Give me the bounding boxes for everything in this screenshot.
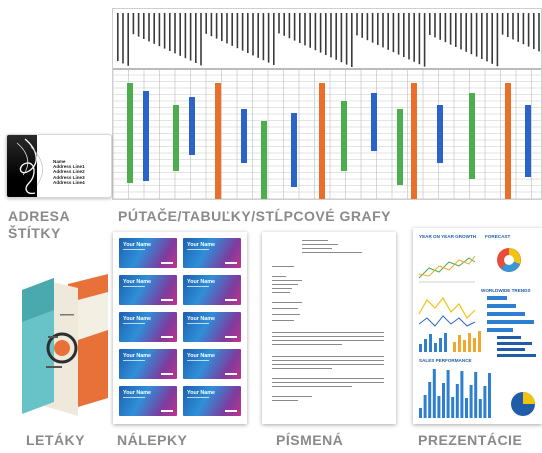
address-labels-caption[interactable] bbox=[8, 208, 70, 242]
gantt-header-text bbox=[424, 13, 426, 67]
gantt-header-text bbox=[335, 13, 337, 60]
gantt-header-text bbox=[148, 13, 150, 41]
gantt-header-text bbox=[190, 13, 192, 61]
letter-text-line bbox=[302, 240, 328, 241]
business-card-subline bbox=[187, 397, 209, 398]
business-card bbox=[183, 349, 241, 379]
gantt-bar bbox=[127, 83, 133, 183]
business-card-brand bbox=[161, 336, 173, 338]
gantt-header-text bbox=[398, 13, 400, 55]
gantt-header-text bbox=[361, 13, 363, 38]
pres-pie-hole bbox=[504, 255, 514, 265]
gantt-header-text bbox=[299, 13, 301, 43]
business-card-brand bbox=[225, 410, 237, 412]
pres-bar bbox=[429, 334, 432, 352]
address-line-2: Address Line2 bbox=[53, 169, 85, 175]
business-card-name: Your Name bbox=[187, 242, 216, 248]
pres-sales-bar bbox=[437, 396, 440, 418]
gantt-header-text bbox=[315, 13, 317, 50]
gantt-header-text bbox=[403, 13, 405, 57]
address-caption-line-1: ADRESA bbox=[8, 208, 71, 224]
business-card-name: Your Name bbox=[123, 316, 152, 322]
pres-hbar bbox=[487, 304, 516, 308]
pres-hbar bbox=[497, 342, 532, 345]
business-card-name: Your Name bbox=[123, 242, 152, 248]
business-card-subline bbox=[123, 360, 145, 361]
pres-sales-bar bbox=[428, 382, 431, 418]
gantt-bar bbox=[291, 113, 297, 187]
gantt-header-text bbox=[460, 13, 462, 49]
gantt-header-text bbox=[351, 13, 353, 67]
business-card-subline bbox=[123, 323, 145, 324]
gantt-header-text bbox=[419, 13, 421, 64]
business-card bbox=[119, 275, 177, 305]
pres-sales-bar bbox=[442, 383, 445, 418]
pres-hbar bbox=[487, 320, 534, 324]
pres-sales-bar bbox=[470, 385, 473, 418]
business-card-subline bbox=[187, 249, 209, 250]
charts-caption[interactable]: PÚTAČE/TABUĽKY/STĹPCOVÉ GRAFY bbox=[118, 208, 391, 224]
pres-bar bbox=[424, 339, 427, 352]
address-name: Name bbox=[53, 159, 66, 164]
gantt-header-text bbox=[346, 13, 348, 65]
letter-text-line bbox=[272, 276, 286, 277]
business-card-brand bbox=[161, 410, 173, 412]
letter-text-line bbox=[272, 364, 384, 365]
pres-heading-trends: WORLDWIDE TRENDS bbox=[481, 288, 531, 293]
gantt-header-text bbox=[122, 13, 124, 63]
gantt-header-text bbox=[393, 13, 395, 52]
pres-sales-bar bbox=[460, 371, 463, 418]
business-card-subline bbox=[123, 249, 145, 250]
gantt-header-text bbox=[169, 13, 171, 51]
gantt-header-text bbox=[159, 13, 161, 46]
gantt-header-text bbox=[528, 13, 530, 47]
letter-text-line bbox=[272, 302, 302, 303]
letter-text-line bbox=[272, 308, 298, 309]
gantt-bar bbox=[525, 105, 531, 177]
gantt-header-text bbox=[330, 13, 332, 57]
gantt-header-text bbox=[133, 13, 135, 34]
pres-line-orange bbox=[419, 256, 475, 276]
gantt-header-text bbox=[278, 13, 280, 33]
address-label-thumbnail[interactable] bbox=[6, 134, 112, 198]
gantt-header-text bbox=[413, 13, 415, 62]
gantt-header-text bbox=[491, 13, 493, 64]
gantt-bar bbox=[505, 83, 511, 200]
gantt-header-text bbox=[252, 13, 254, 55]
letter-text-line bbox=[272, 284, 298, 285]
gantt-header-text bbox=[117, 13, 119, 61]
brochure-graphic bbox=[18, 270, 110, 418]
business-card-brand bbox=[161, 373, 173, 375]
gantt-header-text bbox=[377, 13, 379, 45]
letter-text-line bbox=[272, 368, 332, 369]
address-line-3: Address Line3 bbox=[53, 174, 85, 180]
letter-text-line bbox=[272, 360, 384, 361]
gantt-header-text bbox=[283, 13, 285, 36]
business-card-subline bbox=[123, 286, 145, 287]
letter-text-line bbox=[272, 382, 384, 383]
gantt-header-text bbox=[205, 13, 207, 34]
letter-text-line bbox=[272, 344, 342, 345]
business-card-brand bbox=[225, 373, 237, 375]
gantt-header-text bbox=[257, 13, 259, 58]
letters-caption[interactable]: PÍSMENÁ bbox=[276, 432, 344, 448]
gantt-header-text bbox=[174, 13, 176, 53]
pres-hbar bbox=[497, 348, 525, 351]
business-card-name: Your Name bbox=[187, 390, 216, 396]
gantt-header-text bbox=[231, 13, 233, 46]
pres-sales-bar bbox=[483, 386, 486, 418]
gantt-header-text bbox=[471, 13, 473, 54]
gantt-header-text bbox=[341, 13, 343, 62]
business-card-name: Your Name bbox=[123, 279, 152, 285]
pres-bar bbox=[434, 343, 437, 352]
letter-text-line bbox=[272, 356, 384, 357]
letter-text-line bbox=[272, 386, 352, 387]
swirl-icon bbox=[7, 135, 57, 197]
gantt-header-text bbox=[242, 13, 244, 51]
stickers-thumbnail[interactable] bbox=[113, 232, 247, 424]
pres-bar bbox=[478, 331, 481, 352]
business-card bbox=[119, 349, 177, 379]
letter-text-line bbox=[272, 400, 298, 401]
gantt-header-text bbox=[164, 13, 166, 49]
business-card-name: Your Name bbox=[187, 353, 216, 359]
gantt-header-text bbox=[434, 13, 436, 37]
pres-sales-bar bbox=[447, 370, 450, 418]
presentation-thumbnail[interactable] bbox=[413, 228, 542, 424]
gantt-bar bbox=[261, 121, 267, 200]
pres-line-yellow bbox=[419, 298, 475, 318]
business-card-subline bbox=[187, 286, 209, 287]
pres-hbar bbox=[487, 296, 507, 300]
pres-bar bbox=[419, 344, 422, 352]
gantt-header-text bbox=[439, 13, 441, 40]
gantt-header-text bbox=[325, 13, 327, 55]
gantt-header-text bbox=[367, 13, 369, 40]
gantt-bar bbox=[411, 83, 417, 200]
gantt-header-text bbox=[497, 13, 499, 66]
gantt-header-text bbox=[221, 13, 223, 41]
pres-sales-bar bbox=[479, 399, 482, 418]
gantt-header-text bbox=[533, 13, 535, 49]
business-card-brand bbox=[161, 299, 173, 301]
gantt-header-text bbox=[304, 13, 306, 45]
gantt-header-text bbox=[372, 13, 374, 43]
pres-sales-bar bbox=[424, 395, 427, 418]
pres-bar bbox=[468, 333, 471, 352]
pres-hbar bbox=[497, 354, 536, 357]
pres-hbar bbox=[497, 336, 521, 339]
pres-bar bbox=[473, 338, 476, 352]
letter-text-line bbox=[272, 340, 384, 341]
gantt-header-text bbox=[523, 13, 525, 44]
letter-thumbnail[interactable] bbox=[262, 232, 396, 424]
pres-sales-bar bbox=[419, 408, 422, 418]
gantt-header-text bbox=[476, 13, 478, 57]
business-card-name: Your Name bbox=[123, 390, 152, 396]
letter-text-line bbox=[272, 336, 384, 337]
gantt-header-text bbox=[465, 13, 467, 52]
letter-text-line bbox=[272, 288, 292, 289]
gantt-header-text bbox=[502, 13, 504, 35]
gantt-header-text bbox=[538, 13, 540, 51]
presentations-caption[interactable]: PREZENTÁCIE bbox=[418, 432, 523, 448]
gantt-header-text bbox=[195, 13, 197, 63]
gantt-header-text bbox=[445, 13, 447, 42]
gantt-header-text bbox=[517, 13, 519, 42]
gantt-bar bbox=[341, 101, 347, 171]
gantt-bar bbox=[189, 97, 195, 155]
presentation-charts-graphic bbox=[413, 228, 542, 424]
gantt-chart-graphic bbox=[113, 9, 542, 200]
gantt-bar bbox=[371, 93, 377, 151]
business-card bbox=[183, 238, 241, 268]
gantt-header-text bbox=[450, 13, 452, 45]
business-card-brand bbox=[161, 262, 173, 264]
gantt-header-text bbox=[247, 13, 249, 53]
pres-pie2-slice bbox=[523, 392, 535, 404]
gantt-header-text bbox=[268, 13, 270, 63]
pres-bar bbox=[444, 333, 447, 352]
business-card-brand bbox=[225, 262, 237, 264]
gantt-header-text bbox=[387, 13, 389, 50]
gantt-header-text bbox=[138, 13, 140, 37]
gantt-header-text bbox=[263, 13, 265, 60]
business-card-name: Your Name bbox=[187, 316, 216, 322]
business-card bbox=[183, 275, 241, 305]
pres-bar bbox=[463, 340, 466, 352]
pres-heading-growth: YEAR ON YEAR GROWTH bbox=[419, 234, 477, 239]
pres-heading-sales: SALES PERFORMANCE bbox=[419, 358, 472, 363]
gantt-chart-thumbnail[interactable] bbox=[112, 8, 542, 200]
letter-text-line bbox=[272, 378, 384, 379]
pres-sales-bar bbox=[488, 373, 491, 418]
letter-text-line bbox=[302, 252, 362, 253]
business-card-name: Your Name bbox=[123, 353, 152, 359]
letter-text-line bbox=[272, 314, 300, 315]
pres-sales-bar bbox=[433, 369, 436, 418]
gantt-bar bbox=[469, 93, 475, 179]
stickers-caption[interactable]: NÁLEPKY bbox=[117, 432, 188, 448]
business-card-subline bbox=[123, 397, 145, 398]
gantt-bar bbox=[437, 105, 443, 163]
gantt-header-text bbox=[237, 13, 239, 48]
gantt-bar bbox=[215, 83, 221, 199]
business-card-subline bbox=[187, 360, 209, 361]
pres-hbar bbox=[487, 312, 525, 316]
gantt-header-text bbox=[294, 13, 296, 41]
gantt-header-text bbox=[309, 13, 311, 48]
gantt-header-text bbox=[127, 13, 129, 66]
brochure-thumbnail[interactable] bbox=[18, 270, 110, 418]
business-card bbox=[119, 312, 177, 342]
business-card bbox=[183, 386, 241, 416]
gantt-header-text bbox=[382, 13, 384, 47]
address-caption-line-2: ŠTÍTKY bbox=[8, 225, 61, 241]
gantt-header-text bbox=[179, 13, 181, 56]
letter-text-line bbox=[272, 266, 294, 267]
letter-text-line bbox=[272, 332, 384, 333]
letter-text-line bbox=[272, 320, 294, 321]
gantt-header-text bbox=[211, 13, 213, 36]
pres-sales-bar bbox=[456, 384, 459, 418]
address-line-1: Address Line1 bbox=[53, 164, 85, 170]
pres-bar bbox=[439, 338, 442, 352]
pres-bar bbox=[453, 342, 456, 352]
business-card-subline bbox=[187, 323, 209, 324]
gantt-header-text bbox=[143, 13, 145, 39]
gantt-header-text bbox=[486, 13, 488, 61]
letter-text-line bbox=[272, 280, 302, 281]
gantt-header-text bbox=[356, 13, 358, 35]
pres-heading-forecast: FORECAST bbox=[485, 234, 511, 239]
address-line-4: Address Line4 bbox=[53, 179, 85, 185]
business-card-brand bbox=[225, 299, 237, 301]
gantt-header-text bbox=[512, 13, 514, 39]
pres-bar bbox=[458, 335, 461, 352]
business-card bbox=[183, 312, 241, 342]
gantt-header-text bbox=[429, 13, 431, 35]
letter-text-line bbox=[272, 292, 290, 293]
gantt-header-text bbox=[455, 13, 457, 47]
flyers-caption[interactable]: LETÁKY bbox=[26, 432, 85, 448]
business-card-brand bbox=[225, 336, 237, 338]
gantt-header-text bbox=[226, 13, 228, 43]
business-card bbox=[119, 238, 177, 268]
gantt-header-text bbox=[320, 13, 322, 53]
gantt-header-text bbox=[481, 13, 483, 59]
pres-sales-bar bbox=[474, 372, 477, 418]
pres-hbar bbox=[487, 328, 513, 332]
business-card-name: Your Name bbox=[187, 279, 216, 285]
gantt-bar bbox=[143, 91, 149, 181]
letter-text-line bbox=[302, 248, 332, 249]
pres-line-green bbox=[419, 258, 475, 278]
gantt-header-text bbox=[200, 13, 202, 65]
gantt-header-text bbox=[216, 13, 218, 39]
pres-sales-bar bbox=[451, 397, 454, 418]
gantt-bar bbox=[319, 83, 325, 200]
gantt-header-text bbox=[273, 13, 275, 65]
gantt-bar bbox=[241, 109, 247, 163]
letter-text-line bbox=[272, 396, 312, 397]
pres-sales-bar bbox=[465, 398, 468, 418]
address-lines bbox=[53, 159, 85, 185]
gantt-header-text bbox=[289, 13, 291, 38]
gantt-header-text bbox=[185, 13, 187, 58]
gantt-bar bbox=[173, 105, 179, 171]
business-card bbox=[119, 386, 177, 416]
gantt-bar bbox=[397, 109, 403, 185]
letter-text-line bbox=[302, 244, 338, 245]
gantt-header-text bbox=[408, 13, 410, 59]
gantt-header-text bbox=[507, 13, 509, 37]
gantt-header-text bbox=[153, 13, 155, 44]
